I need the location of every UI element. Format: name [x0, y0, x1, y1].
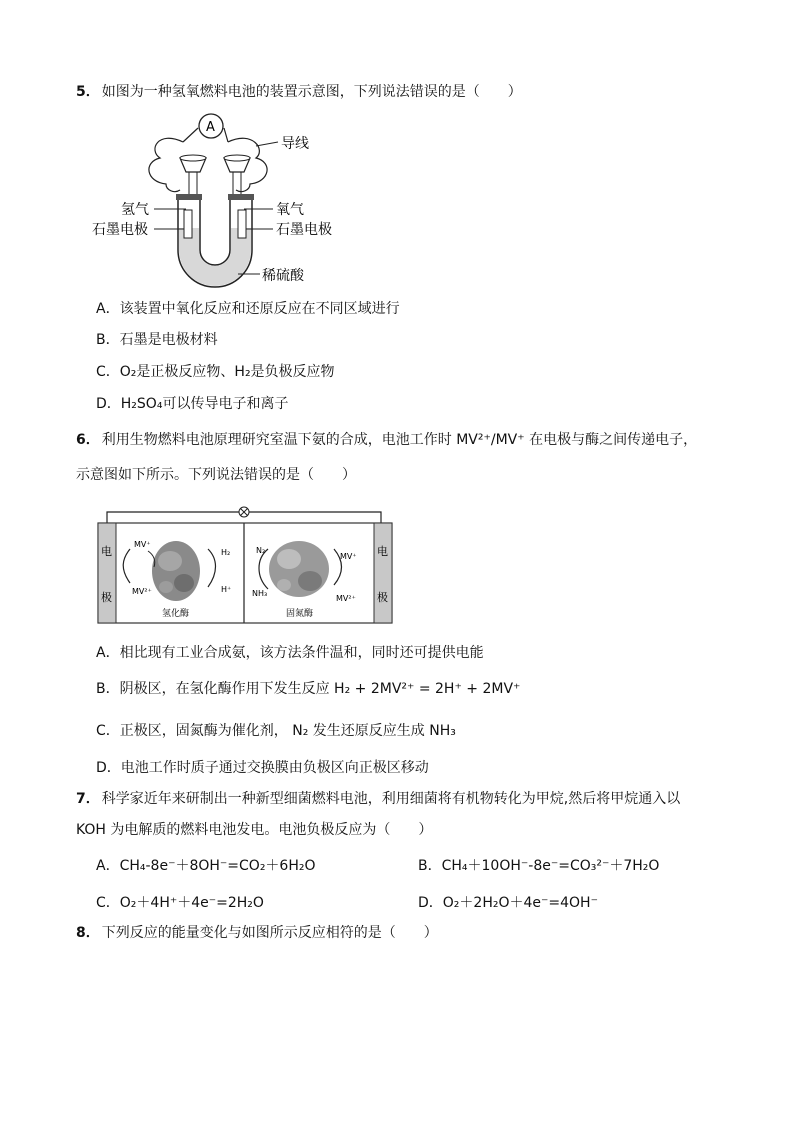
option-c — [96, 362, 335, 382]
option-text: O₂＋2H₂O＋4e⁻=4OH⁻ — [442, 895, 598, 911]
option-letter: B． — [418, 858, 442, 874]
left-graphite-electrode — [184, 210, 192, 238]
question-7-stem-line2 — [76, 820, 432, 840]
option-letter: C． — [96, 723, 120, 739]
question-text: 如图为一种氢氧燃料电池的装置示意图，下列说法错误的是（ ） — [101, 84, 522, 100]
biofuel-cell-figure — [96, 503, 394, 627]
option-text: 相比现有工业合成氨，该方法条件温和，同时还可提供电能 — [119, 645, 484, 661]
wire-label: 导线 — [281, 136, 309, 152]
option-text: 该装置中氧化反应和还原反应在不同区域进行 — [119, 301, 400, 317]
question-number: 5． — [76, 84, 100, 100]
option-c — [96, 721, 456, 741]
n2-label: N₂ — [256, 546, 266, 555]
option-b — [96, 679, 520, 699]
option-text: 阴极区，在氢化酶作用下发生反应 H₂ + 2MV²⁺ = 2H⁺ + 2MV⁺ — [119, 681, 521, 697]
mv-plus-label-left: MV⁺ — [134, 540, 151, 549]
right-electrode-label-top: 电 — [377, 545, 388, 558]
option-a — [96, 643, 484, 663]
option-letter: D． — [96, 760, 121, 776]
h2-label: H₂ — [221, 548, 231, 557]
option-text: 电池工作时质子通过交换膜由负极区向正极区移动 — [120, 760, 429, 776]
question-text: 科学家近年来研制出一种新型细菌燃料电池，利用细菌将有机物转化为甲烷,然后将甲烷通入以 — [101, 791, 681, 807]
option-text: H₂SO₄可以传导电子和离子 — [120, 396, 289, 412]
ammeter-label: A — [206, 120, 215, 135]
question-text: 利用生物燃料电池原理研究室温下氨的合成，电池工作时 MV²⁺/MV⁺ 在电极与酶之间传递电子， — [101, 432, 698, 448]
left-electrode — [98, 523, 116, 623]
hydrogen-oxygen-fuel-cell-figure — [88, 110, 358, 290]
oxygen-label: 氧气 — [276, 202, 304, 218]
option-b — [96, 330, 218, 350]
hydrogen-label: 氢气 — [121, 202, 149, 218]
option-b — [418, 856, 659, 876]
question-6-stem-line2 — [76, 465, 356, 485]
option-letter: C． — [96, 364, 120, 380]
left-electrode-label-bottom: 极 — [101, 591, 112, 604]
option-text: CH₄-8e⁻＋8OH⁻=CO₂＋6H₂O — [119, 858, 316, 874]
option-letter: A． — [96, 301, 120, 317]
question-text: 下列反应的能量变化与如图所示反应相符的是（ ） — [101, 925, 438, 941]
right-electrode-label: 石墨电极 — [276, 222, 332, 238]
question-5-stem — [76, 82, 522, 102]
right-graphite-electrode — [238, 210, 246, 238]
left-electrode-label: 石墨电极 — [92, 222, 148, 238]
question-number: 6． — [76, 432, 100, 448]
option-letter: A． — [96, 858, 120, 874]
nitrogenase-label: 固氮酶 — [286, 609, 314, 619]
mv-2plus-label-right: MV²⁺ — [336, 594, 356, 603]
wire-outline — [149, 138, 183, 191]
option-d — [96, 394, 288, 414]
option-a — [96, 856, 316, 876]
nh3-label: NH₃ — [252, 589, 268, 598]
question-6-stem-line1 — [76, 430, 697, 450]
hydrogenase-enzyme — [152, 541, 200, 601]
option-text: O₂是正极反应物、H₂是负极反应物 — [119, 364, 335, 380]
question-7-stem-line1 — [76, 789, 680, 809]
option-letter: B． — [96, 332, 120, 348]
hydrogenase-label: 氢化酶 — [162, 609, 190, 619]
option-letter: B． — [96, 681, 120, 697]
question-number: 7． — [76, 791, 100, 807]
mv-2plus-label-left: MV²⁺ — [132, 587, 152, 596]
option-text: 正极区，固氮酶为催化剂， N₂ 发生还原反应生成 NH₃ — [119, 723, 456, 739]
option-text: CH₄＋10OH⁻-8e⁻=CO₃²⁻＋7H₂O — [441, 858, 660, 874]
question-number: 8． — [76, 925, 100, 941]
option-d — [96, 758, 429, 778]
right-electrode-label-bottom: 极 — [377, 591, 388, 604]
question-text: KOH 为电解质的燃料电池发电。电池负极反应为（ ） — [76, 822, 433, 838]
option-letter: D． — [96, 396, 121, 412]
option-d — [418, 893, 598, 913]
option-text: O₂＋4H⁺＋4e⁻=2H₂O — [119, 895, 264, 911]
left-electrode-label-top: 电 — [101, 545, 112, 558]
question-text: 示意图如下所示。下列说法错误的是（ ） — [76, 467, 356, 483]
sulfuric-acid-label: 稀硫酸 — [262, 268, 304, 284]
right-electrode — [374, 523, 392, 623]
option-letter: C． — [96, 895, 120, 911]
option-c — [96, 893, 264, 913]
option-text: 石墨是电极材料 — [119, 332, 218, 348]
nitrogenase-enzyme — [269, 541, 329, 597]
option-letter: D． — [418, 895, 443, 911]
option-a — [96, 299, 400, 319]
mv-plus-label-right: MV⁺ — [340, 552, 357, 561]
question-8-stem — [76, 923, 438, 943]
option-letter: A． — [96, 645, 120, 661]
h-plus-label: H⁺ — [221, 585, 232, 594]
